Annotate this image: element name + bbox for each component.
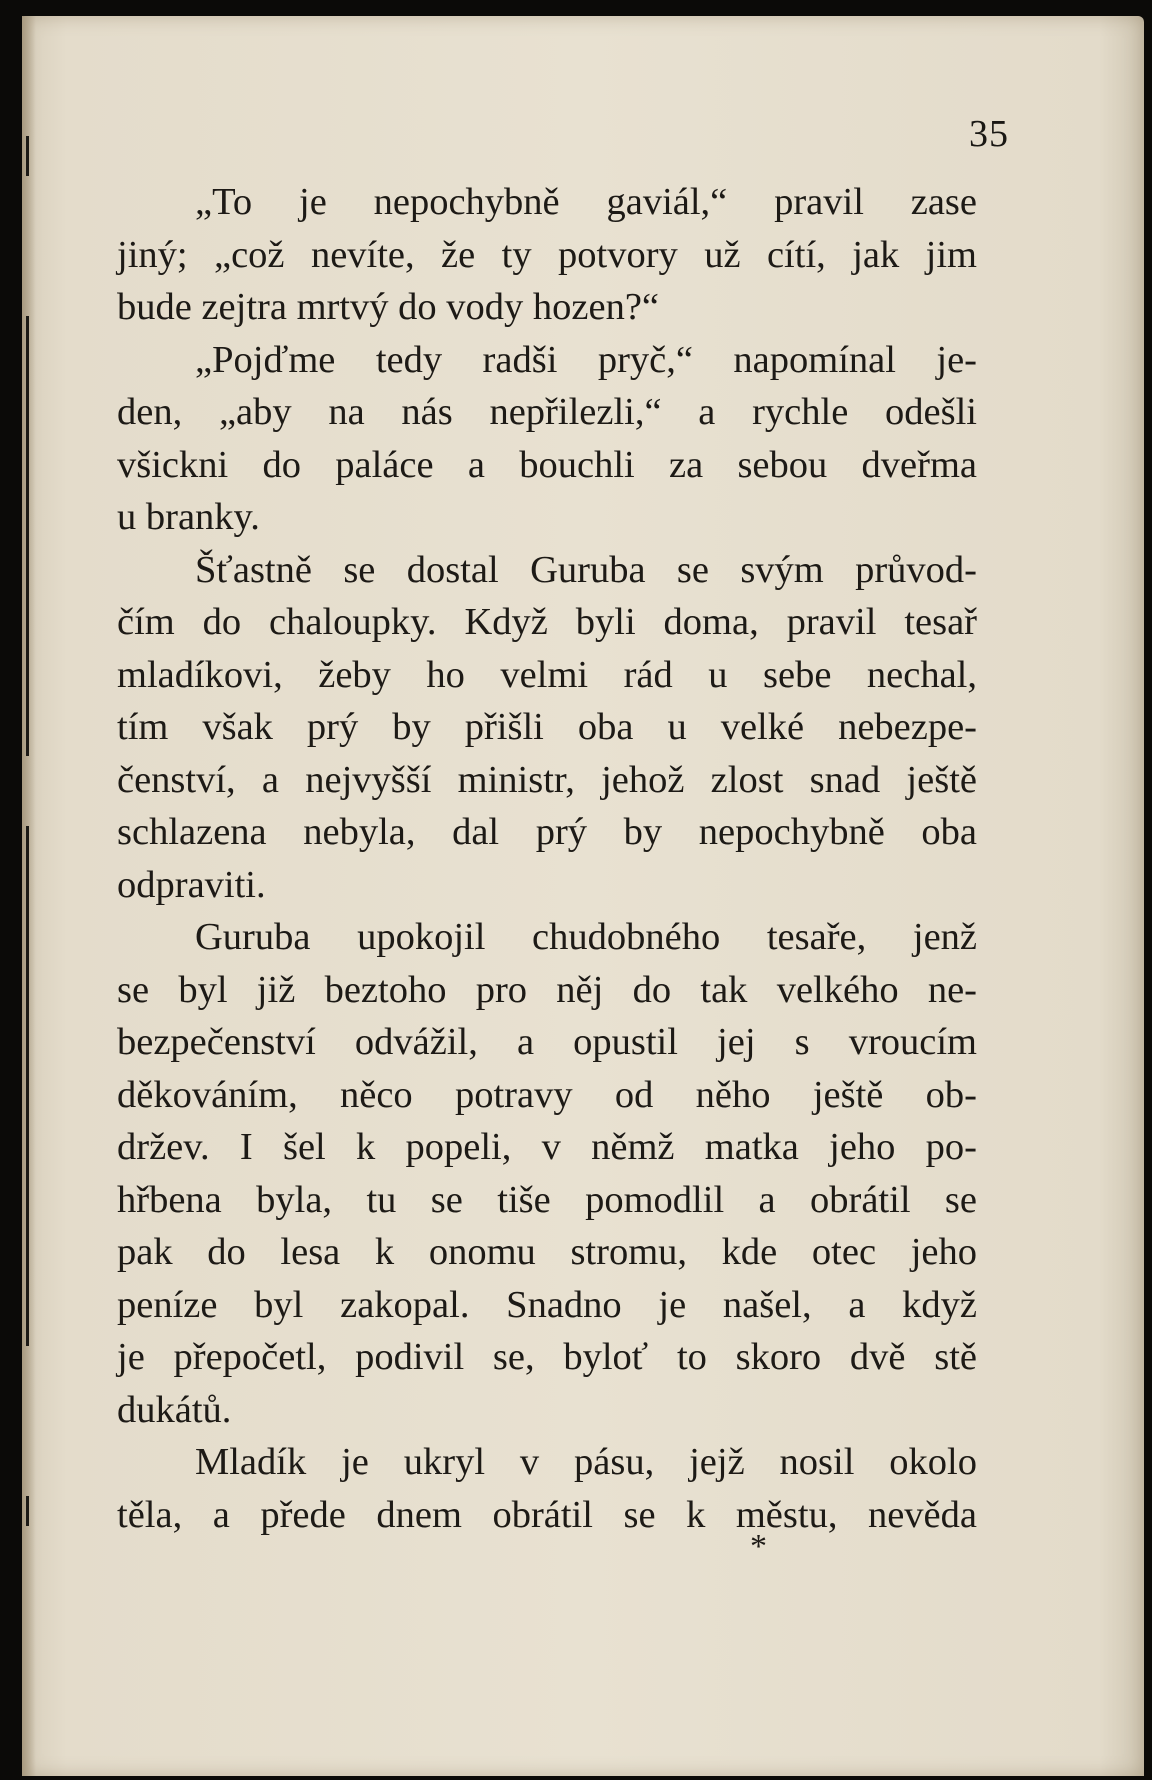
text-line: Mladík je ukryl v pásu, jejž nosil okolo <box>195 1441 977 1483</box>
text-line: pak do lesa k onomu stromu, kde otec jeho <box>117 1231 977 1273</box>
text-line: peníze byl zakopal. Snadno je našel, a když <box>117 1283 977 1326</box>
text-line: jiný; „což nevíte, že ty potvory už cítí, jak jim <box>117 233 977 276</box>
body-text <box>117 176 977 1541</box>
text-line: děkováním, něco potravy od něho ještě ob- <box>117 1073 977 1116</box>
page-number: 35 <box>969 113 1009 155</box>
text-line: čenství, a nejvyšší ministr, jehož zlost snad ještě <box>117 758 977 801</box>
text-line: schlazena nebyla, dal prý by nepochybně oba <box>117 811 977 853</box>
margin-mark <box>26 316 29 756</box>
text-line: odpraviti. <box>117 863 266 906</box>
text-line: tím však prý by přišli oba u velké nebezpe- <box>117 706 977 748</box>
text-line: „Pojďme tedy radši pryč,“ napomínal je- <box>195 338 977 381</box>
margin-mark <box>26 1496 29 1526</box>
margin-mark <box>26 136 29 176</box>
text-line: všickni do paláce a bouchli za sebou dveřma <box>117 443 977 486</box>
text-line: čím do chaloupky. Když byli doma, pravil tesař <box>117 601 977 643</box>
text-line: bezpečenství odvážil, a opustil jej s vroucím <box>117 1021 977 1063</box>
text-line: těla, a přede dnem obrátil se k městu, nevěda <box>117 1493 977 1536</box>
text-line: „To je nepochybně gaviál,“ pravil zase <box>195 181 977 223</box>
text-line: u branky. <box>117 496 260 538</box>
text-line: se byl již beztoho pro něj do tak velkého ne- <box>117 968 977 1011</box>
signature-mark: * <box>750 1528 767 1565</box>
text-line: Šťastně se dostal Guruba se svým průvod- <box>195 548 977 591</box>
text-line: den, „aby na nás nepřilezli,“ a rychle odešli <box>117 391 977 433</box>
text-line: držev. I šel k popeli, v němž matka jeho po- <box>117 1126 977 1168</box>
text-line: Guruba upokojil chudobného tesaře, jenž <box>195 916 977 958</box>
text-line: bude zejtra mrtvý do vody hozen?“ <box>117 286 660 328</box>
margin-mark <box>26 826 29 1346</box>
text-line: dukátů. <box>117 1388 232 1431</box>
text-line: mladíkovi, žeby ho velmi rád u sebe nechal, <box>117 653 977 696</box>
text-line: hřbena byla, tu se tiše pomodlil a obrátil se <box>117 1178 977 1221</box>
text-line: je přepočetl, podivil se, byloť to skoro dvě stě <box>117 1336 977 1378</box>
